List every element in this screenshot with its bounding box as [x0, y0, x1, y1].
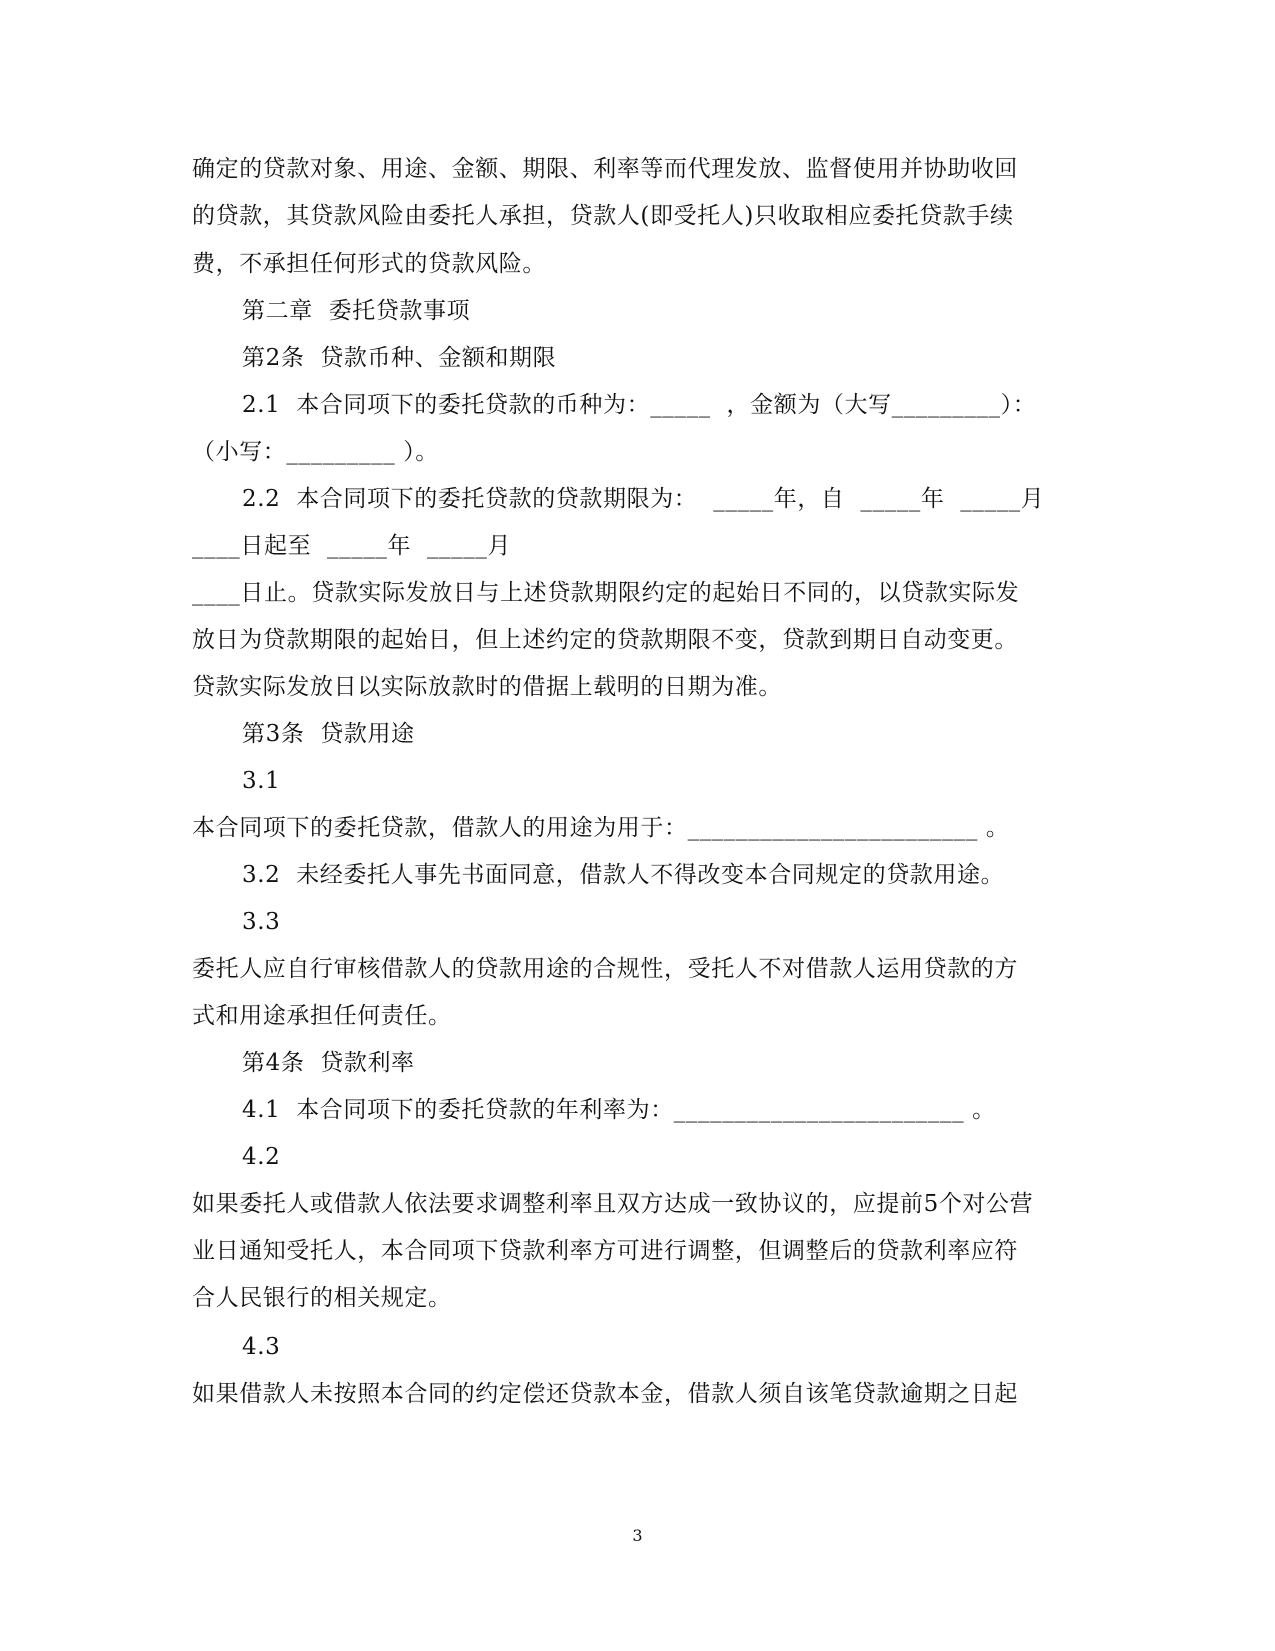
clause-line: 2.2 本合同项下的委托贷款的贷款期限为： _____年，自 _____年 _____月	[242, 486, 1045, 512]
paragraph-line: 合人民银行的相关规定。	[192, 1285, 452, 1311]
article-heading: 第4条 贷款利率	[242, 1050, 415, 1076]
paragraph-line: 贷款实际发放日以实际放款时的借据上载明的日期为准。	[192, 674, 782, 700]
chapter-heading: 第二章 委托贷款事项	[242, 298, 471, 324]
paragraph-line: 放日为贷款期限的起始日，但上述约定的贷款期限不变，贷款到期日自动变更。	[192, 627, 1018, 653]
clause-number: 4.3	[242, 1334, 281, 1360]
paragraph-line: （小写：_________ ）。	[192, 439, 439, 465]
paragraph-line: 本合同项下的委托贷款，借款人的用途为用于：________________________ 。	[192, 815, 1010, 841]
clause-number: 4.2	[242, 1144, 281, 1170]
paragraph-line: 如果借款人未按照本合同的约定偿还贷款本金，借款人须自该笔贷款逾期之日起	[192, 1381, 1018, 1407]
article-heading: 第3条 贷款用途	[242, 721, 415, 747]
paragraph-line: 确定的贷款对象、用途、金额、期限、利率等而代理发放、监督使用并协助收回	[192, 156, 1018, 182]
paragraph-line: 费，不承担任何形式的贷款风险。	[192, 251, 546, 277]
article-heading: 第2条 贷款币种、金额和期限	[242, 345, 557, 371]
paragraph-line: ____日起至 _____年 _____月	[192, 533, 512, 559]
paragraph-line: 如果委托人或借款人依法要求调整利率且双方达成一致协议的，应提前5个对公营	[192, 1191, 1034, 1217]
clause-line: 3.2 未经委托人事先书面同意，借款人不得改变本合同规定的贷款用途。	[242, 862, 1005, 888]
paragraph-line: ____日止。贷款实际发放日与上述贷款期限约定的起始日不同的，以贷款实际发	[192, 580, 1020, 606]
paragraph-line: 式和用途承担任何责任。	[192, 1003, 452, 1029]
paragraph-line: 委托人应自行审核借款人的贷款用途的合规性，受托人不对借款人运用贷款的方	[192, 956, 1018, 982]
paragraph-line: 的贷款，其贷款风险由委托人承担，贷款人(即受托人)只收取相应委托贷款手续	[192, 203, 1014, 229]
paragraph-line: 业日通知受托人，本合同项下贷款利率方可进行调整，但调整后的贷款利率应符	[192, 1238, 1018, 1264]
clause-number: 3.1	[242, 768, 281, 794]
clause-line: 4.1 本合同项下的委托贷款的年利率为：________________________ 。	[242, 1097, 996, 1123]
clause-line: 2.1 本合同项下的委托贷款的币种为：_____ ，金额为（大写_________）：	[242, 392, 1037, 418]
clause-number: 3.3	[242, 909, 281, 935]
page-number: 3	[632, 1526, 643, 1545]
